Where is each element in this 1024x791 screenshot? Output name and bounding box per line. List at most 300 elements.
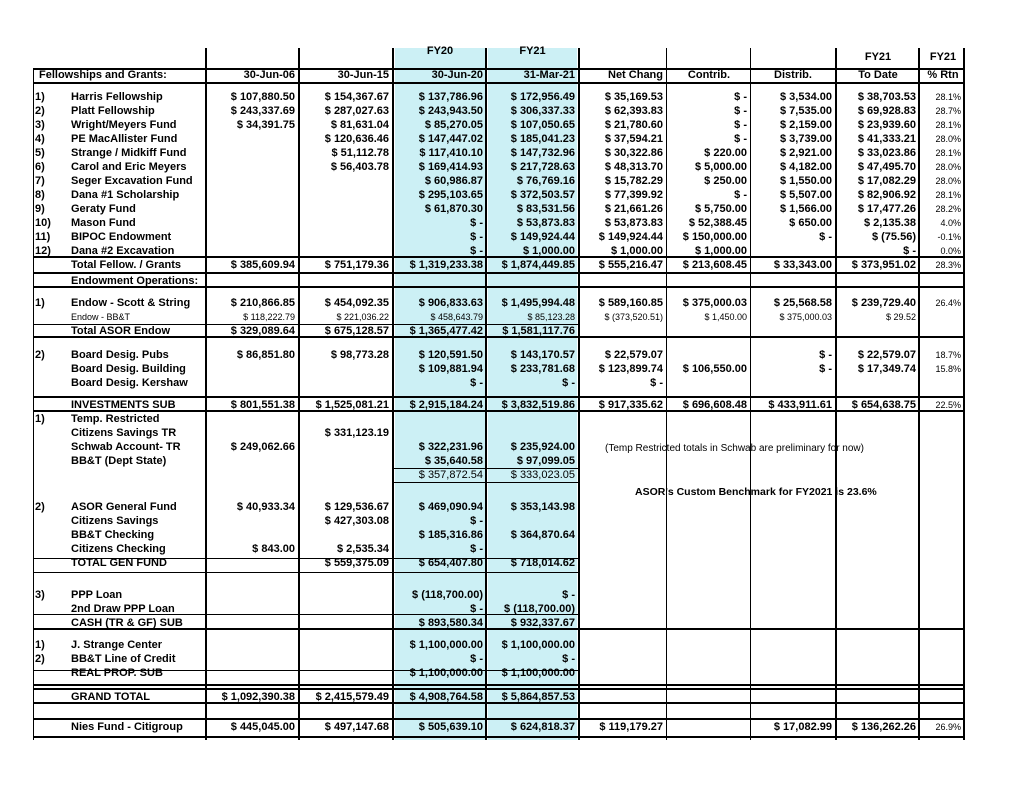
cell-todate: $ (75.56) [871, 231, 916, 243]
row-label: REAL PROP. SUB [71, 667, 163, 679]
cell-fy21: $ 1,495,994.48 [501, 297, 575, 309]
cell-net: $ 77,399.92 [604, 189, 663, 201]
rule [33, 336, 965, 338]
cell-fy21: $ 1,874,449.85 [501, 259, 575, 271]
cell-fy20: $ 357,872.54 [418, 469, 483, 481]
cell-rtn: 28.0% [935, 162, 961, 172]
cell-fy21: $ 5,864,857.53 [501, 691, 575, 703]
cell-c06: $ 210,866.85 [230, 297, 295, 309]
table-row [33, 638, 965, 652]
row-label: Schwab Account- TR [71, 441, 181, 453]
row-number: 3) [35, 119, 45, 131]
table-row [33, 652, 965, 666]
cell-net: $ 119,179.27 [599, 721, 663, 733]
row-label: PE MacAllister Fund [71, 133, 178, 145]
cell-contrib: $ - [734, 119, 747, 131]
table-row [33, 104, 965, 118]
cell-fy21: $ 1,000.00 [523, 245, 575, 257]
cell-rtn: 18.7% [935, 350, 961, 360]
cell-net: $ 123,899.74 [598, 363, 663, 375]
cell-todate: $ 17,082.29 [857, 175, 916, 187]
cell-rtn: 15.8% [935, 364, 961, 374]
rule [33, 702, 965, 704]
cell-fy20: $ 505,639.10 [418, 721, 483, 733]
cell-net: $ 1,000.00 [611, 245, 663, 257]
cell-net: $ 35,169.53 [604, 91, 663, 103]
cell-fy20: $ 169,414.93 [418, 161, 483, 173]
cell-todate: $ 17,477.26 [857, 203, 916, 215]
cell-rtn: 26.4% [935, 298, 961, 308]
cell-fy20: $ - [470, 377, 483, 389]
cell-rtn: 28.0% [935, 134, 961, 144]
cell-todate: $ 29.52 [885, 312, 916, 322]
cell-rtn: 4.0% [940, 218, 961, 228]
cell-rtn: 26.9% [935, 722, 961, 732]
cell-contrib: $ 696,608.48 [682, 399, 747, 411]
cell-todate: $ 38,703.53 [857, 91, 916, 103]
benchmark-note: ASOR's Custom Benchmark for FY2021 is 23.6% [635, 486, 877, 498]
row-label: Harris Fellowship [71, 91, 163, 103]
row-label: Wright/Meyers Fund [71, 119, 177, 131]
rule [33, 410, 965, 412]
table-row [33, 132, 965, 146]
cell-c15: $ 221,036.22 [336, 312, 389, 322]
row-number: 2) [35, 105, 45, 117]
cell-fy21: $ 1,100,000.00 [501, 667, 575, 679]
cell-fy21: $ 149,924.44 [510, 231, 575, 243]
col-header-distrib: Distrib. [774, 69, 812, 81]
row-label: Citizens Savings [71, 515, 159, 527]
cell-fy21: $ - [562, 377, 575, 389]
cell-c15: $ 497,147.68 [324, 721, 389, 733]
cell-c06: $ 385,609.94 [230, 259, 295, 271]
cell-distrib: $ 3,739.00 [780, 133, 832, 145]
cell-c15 [303, 174, 389, 188]
row-label: BB&T (Dept State) [71, 455, 167, 467]
cell-c15 [303, 216, 389, 230]
row-label: Dana #1 Scholarship [71, 189, 180, 201]
rule [33, 614, 578, 615]
col-header-fy20: 30-Jun-20 [431, 69, 483, 81]
row-number: 6) [35, 161, 45, 173]
cell-c15: $ 2,415,579.49 [315, 691, 389, 703]
cell-fy21: $ - [562, 653, 575, 665]
cell-fy20: $ 469,090.94 [418, 501, 483, 513]
cell-distrib: $ 17,082.99 [773, 721, 832, 733]
cell-contrib [669, 348, 747, 362]
cell-fy20: $ - [470, 515, 483, 527]
cell-c06 [209, 174, 295, 188]
cell-fy20: $ 906,833.63 [418, 297, 483, 309]
rule [33, 324, 578, 325]
cell-rtn: 28.1% [935, 148, 961, 158]
cell-todate: $ 33,023.86 [857, 147, 916, 159]
grid-line [33, 68, 34, 740]
todate-top-label: FY21 [864, 51, 892, 63]
cell-c15: $ 51,112.78 [331, 147, 389, 159]
row-number: 9) [35, 203, 45, 215]
section-title: Fellowships and Grants: [39, 69, 167, 81]
cell-c15: $ 454,092.35 [324, 297, 389, 309]
cell-rtn: 0.0% [940, 246, 961, 256]
rule [33, 670, 578, 671]
cell-distrib: $ - [819, 363, 832, 375]
row-label: Mason Fund [71, 217, 136, 229]
row-label: Citizens Checking [71, 543, 166, 555]
cell-todate: $ 2,135.38 [864, 217, 916, 229]
row-label: 2nd Draw PPP Loan [71, 603, 175, 615]
row-label: Total Fellow. / Grants [71, 259, 182, 271]
row-label: Temp. Restricted [71, 413, 160, 425]
cell-net: $ 21,780.60 [604, 119, 663, 131]
cell-fy21: $ 353,143.98 [510, 501, 575, 513]
row-number: 2) [35, 349, 45, 361]
grid-line [918, 48, 920, 740]
cell-fy21: $ 217,728.63 [510, 161, 575, 173]
cell-todate: $ 23,939.60 [857, 119, 916, 131]
cell-c06 [209, 216, 295, 230]
cell-net: $ 15,782.29 [604, 175, 663, 187]
cell-fy20: $ - [470, 217, 483, 229]
cell-contrib: $ 52,388.45 [688, 217, 747, 229]
cell-c15: $ 81,631.04 [330, 119, 389, 131]
cell-c06 [209, 146, 295, 160]
row-number: 7) [35, 175, 45, 187]
row-label: J. Strange Center [71, 639, 163, 651]
table-row [33, 348, 965, 362]
cell-todate: $ 136,262.26 [851, 721, 916, 733]
table-row [33, 588, 965, 602]
table-row [33, 202, 965, 216]
table-row [33, 376, 965, 390]
row-label: CASH (TR & GF) SUB [71, 617, 183, 629]
cell-fy20: $ - [470, 543, 483, 555]
grid-line [205, 48, 207, 740]
cell-distrib: $ - [819, 231, 832, 243]
row-label: Total ASOR Endow [71, 325, 170, 337]
table-row [33, 454, 965, 468]
row-label: ASOR General Fund [71, 501, 177, 513]
cell-fy20: $ - [470, 231, 483, 243]
row-label: Citizens Savings TR [71, 427, 177, 439]
cell-fy20: $ 109,881.94 [418, 363, 483, 375]
row-label: Geraty Fund [71, 203, 136, 215]
cell-fy20: $ (118,700.00) [412, 589, 483, 601]
table-row [33, 188, 965, 202]
cell-fy20: $ 120,591.50 [418, 349, 483, 361]
cell-fy21: $ 235,924.00 [510, 441, 575, 453]
cell-todate: $ 17,349.74 [857, 363, 916, 375]
cell-fy21: $ 185,041.23 [510, 133, 575, 145]
cell-c06: $ 801,551.38 [230, 399, 295, 411]
cell-c06 [209, 188, 295, 202]
row-number: 8) [35, 189, 45, 201]
table-row [33, 174, 965, 188]
rule [33, 736, 965, 738]
cell-todate: $ 82,906.92 [857, 189, 916, 201]
cell-c06 [209, 132, 295, 146]
cell-c15: $ 120,636.46 [324, 133, 389, 145]
table-row [33, 720, 965, 734]
cell-distrib: $ 5,507.00 [780, 189, 832, 201]
table-row [33, 514, 965, 528]
cell-net: $ 21,661.26 [604, 203, 663, 215]
table-row [33, 412, 965, 426]
table-row [33, 666, 965, 680]
cell-c06 [209, 202, 295, 216]
cell-contrib: $ - [734, 91, 747, 103]
cell-c06: $ 249,062.66 [230, 441, 295, 453]
cell-distrib: $ - [819, 349, 832, 361]
row-label: Carol and Eric Meyers [71, 161, 187, 173]
cell-fy20: $ 243,943.50 [418, 105, 483, 117]
cell-net: $ - [650, 377, 663, 389]
cell-c06: $ 843.00 [252, 543, 295, 555]
rule [33, 572, 578, 573]
cell-distrib: $ 3,534.00 [780, 91, 832, 103]
cell-fy21: $ 83,531.56 [516, 203, 575, 215]
cell-c15: $ 56,403.78 [330, 161, 389, 173]
rule [392, 468, 578, 469]
cell-fy21: $ (118,700.00) [504, 603, 575, 615]
row-label: GRAND TOTAL [71, 691, 151, 703]
cell-distrib: $ 2,159.00 [780, 119, 832, 131]
table-row [33, 296, 965, 310]
cell-c06: $ 243,337.69 [230, 105, 295, 117]
row-label: Nies Fund - Citigroup [71, 721, 183, 733]
cell-rtn [921, 310, 961, 324]
cell-fy21: $ 76,769.16 [516, 175, 575, 187]
rule [33, 286, 965, 288]
rule [33, 82, 965, 84]
row-number: 5) [35, 147, 45, 159]
cell-fy21: $ 107,050.65 [510, 119, 575, 131]
cell-fy20: $ - [470, 245, 483, 257]
rule [33, 688, 965, 690]
cell-distrib: $ 650.00 [789, 217, 832, 229]
rule [33, 396, 965, 398]
col-header-rtn: % Rtn [927, 69, 959, 81]
cell-rtn: 28.1% [935, 190, 961, 200]
cell-fy21: $ 718,014.62 [510, 557, 575, 569]
cell-rtn: 28.2% [935, 204, 961, 214]
table-row [33, 500, 965, 514]
cell-fy21: $ 85,123.28 [527, 312, 575, 322]
cell-fy20: $ 893,580.34 [418, 617, 483, 629]
cell-rtn: 28.1% [935, 92, 961, 102]
grid-line [750, 48, 751, 740]
cell-c15: $ 129,536.67 [324, 501, 389, 513]
cell-distrib: $ 7,535.00 [780, 105, 832, 117]
cell-contrib: $ 220.00 [704, 147, 747, 159]
cell-fy21: $ 172,956.49 [510, 91, 575, 103]
cell-distrib: $ 2,921.00 [780, 147, 832, 159]
cell-rtn: -0.1% [937, 232, 961, 242]
cell-fy21: $ 372,503.57 [510, 189, 575, 201]
col-header-todate: To Date [858, 69, 898, 81]
row-label: Board Desig. Kershaw [71, 377, 188, 389]
rule [33, 68, 965, 70]
rule [392, 482, 578, 483]
row-label: Strange / Midkiff Fund [71, 147, 187, 159]
cell-contrib: $ - [734, 189, 747, 201]
cell-rtn: 22.5% [935, 400, 961, 410]
cell-todate: $ 239,729.40 [851, 297, 916, 309]
cell-contrib: $ 1,450.00 [704, 312, 747, 322]
cell-c15: $ 154,367.67 [324, 91, 389, 103]
cell-c15: $ 1,525,081.21 [315, 399, 389, 411]
table-row [33, 230, 965, 244]
cell-c15: $ 559,375.09 [324, 557, 389, 569]
row-label: BB&T Line of Credit [71, 653, 176, 665]
cell-contrib: $ 1,000.00 [695, 245, 747, 257]
cell-c15 [303, 230, 389, 244]
table-row [33, 146, 965, 160]
cell-c06: $ 329,089.64 [230, 325, 295, 337]
row-label: Board Desig. Pubs [71, 349, 169, 361]
cell-net: $ 30,322.86 [604, 147, 663, 159]
cell-distrib: $ 4,182.00 [780, 161, 832, 173]
cell-c06: $ 107,880.50 [230, 91, 295, 103]
cell-distrib: $ 25,568.58 [773, 297, 832, 309]
cell-fy20: $ 1,365,477.42 [409, 325, 483, 337]
row-label: PPP Loan [71, 589, 123, 601]
cell-contrib: $ 213,608.45 [682, 259, 747, 271]
cell-c06: $ 1,092,390.38 [221, 691, 295, 703]
cell-fy21: $ 364,870.64 [510, 529, 575, 541]
table-row [33, 426, 965, 440]
cell-net: $ 149,924.44 [598, 231, 663, 243]
table-row [33, 362, 965, 376]
cell-c15: $ 287,027.63 [324, 105, 389, 117]
cell-distrib: $ 375,000.03 [779, 312, 832, 322]
row-label: BB&T Checking [71, 529, 155, 541]
row-label: Board Desig. Building [71, 363, 186, 375]
cell-fy20: $ 2,915,184.24 [409, 399, 483, 411]
cell-fy20: $ 654,407.80 [418, 557, 483, 569]
table-row [33, 160, 965, 174]
cell-net: $ 62,393.83 [604, 105, 663, 117]
cell-distrib: $ 1,566.00 [780, 203, 832, 215]
rule [33, 256, 965, 258]
cell-todate: $ 22,579.07 [857, 349, 916, 361]
grid-line [666, 48, 667, 740]
cell-fy20: $ 137,786.96 [418, 91, 483, 103]
cell-net: $ 917,335.62 [598, 399, 663, 411]
rtn-top-label: FY21 [929, 51, 957, 63]
cell-c06: $ 118,222.79 [243, 312, 295, 322]
cell-c15: $ 331,123.19 [324, 427, 389, 439]
fy20-top-label: FY20 [426, 45, 454, 57]
col-header-2006: 30-Jun-06 [243, 69, 295, 81]
grid-line [835, 48, 837, 740]
cell-fy21: $ 306,337.33 [510, 105, 575, 117]
grid-line [485, 48, 487, 740]
cell-fy21: $ 333,023.05 [510, 469, 575, 481]
grid-line [963, 48, 965, 740]
cell-fy20: $ 147,447.02 [418, 133, 483, 145]
row-number: 3) [35, 589, 45, 601]
cell-fy21: $ 233,781.68 [510, 363, 575, 375]
cell-fy20: $ 1,319,233.38 [409, 259, 483, 271]
cell-fy21: $ 932,337.67 [510, 617, 575, 629]
cell-fy20: $ 458,643.79 [430, 312, 483, 322]
table-row [33, 118, 965, 132]
cell-todate: $ 69,928.83 [857, 105, 916, 117]
row-label: TOTAL GEN FUND [71, 557, 167, 569]
table-row [33, 468, 965, 482]
cell-fy20: $ 295,103.65 [418, 189, 483, 201]
cell-c15: $ 751,179.36 [324, 259, 389, 271]
rule [33, 628, 965, 630]
cell-contrib: $ - [734, 133, 747, 145]
cell-fy20: $ 85,270.05 [424, 119, 483, 131]
cell-rtn: 28.1% [935, 120, 961, 130]
grid-line [578, 48, 580, 740]
cell-contrib: $ 375,000.03 [682, 297, 747, 309]
cell-net: $ 22,579.07 [604, 349, 663, 361]
cell-fy21: $ 3,832,519.86 [501, 399, 575, 411]
cell-contrib: $ 5,000.00 [695, 161, 747, 173]
cell-rtn: 28.7% [935, 106, 961, 116]
table-row [33, 310, 965, 324]
cell-fy20: $ 35,640.58 [424, 455, 483, 467]
cell-fy20: $ 185,316.86 [418, 529, 483, 541]
row-number: 12) [35, 245, 51, 257]
row-label: Endow - BB&T [71, 312, 131, 322]
rule [33, 558, 578, 559]
temp-restricted-note: (Temp Restricted totals in Schwab are preliminary for now) [605, 443, 864, 454]
cell-todate: $ 654,638.75 [851, 399, 916, 411]
cell-fy21: $ 624,818.37 [510, 721, 575, 733]
cell-todate: $ 373,951.02 [851, 259, 916, 271]
rule [33, 718, 965, 720]
cell-fy21: $ 143,170.57 [510, 349, 575, 361]
cell-contrib: $ - [734, 105, 747, 117]
cell-net: $ (373,520.51) [604, 312, 663, 322]
cell-fy20: $ - [470, 653, 483, 665]
cell-fy20: $ 60,986.87 [424, 175, 483, 187]
cell-c06: $ 40,933.34 [236, 501, 295, 513]
cell-distrib: $ 433,911.61 [768, 399, 832, 411]
cell-fy21: $ 1,581,117.76 [502, 325, 575, 337]
rule [33, 272, 965, 274]
cell-c06: $ 86,851.80 [236, 349, 295, 361]
cell-c06 [209, 230, 295, 244]
row-label: Seger Excavation Fund [71, 175, 193, 187]
cell-c06: $ 445,045.00 [230, 721, 295, 733]
cell-c15: $ 427,303.08 [324, 515, 389, 527]
col-header-2015: 30-Jun-15 [337, 69, 389, 81]
cell-net: $ 48,313.70 [604, 161, 663, 173]
col-header-fy21: 31-Mar-21 [523, 69, 575, 81]
cell-fy21: $ - [562, 589, 575, 601]
cell-c15 [303, 188, 389, 202]
cell-rtn: 28.0% [935, 176, 961, 186]
row-number: 4) [35, 133, 45, 145]
cell-contrib: $ 5,750.00 [695, 203, 747, 215]
cell-net: $ 37,594.21 [604, 133, 663, 145]
row-label: INVESTMENTS SUB [71, 399, 176, 411]
cell-todate: $ 41,333.21 [857, 133, 916, 145]
column-header-row [33, 68, 965, 82]
spreadsheet [33, 44, 965, 740]
cell-fy21: $ 97,099.05 [516, 455, 575, 467]
table-row [33, 528, 965, 542]
row-number: 2) [35, 653, 45, 665]
table-row [33, 90, 965, 104]
cell-distrib: $ 1,550.00 [780, 175, 832, 187]
